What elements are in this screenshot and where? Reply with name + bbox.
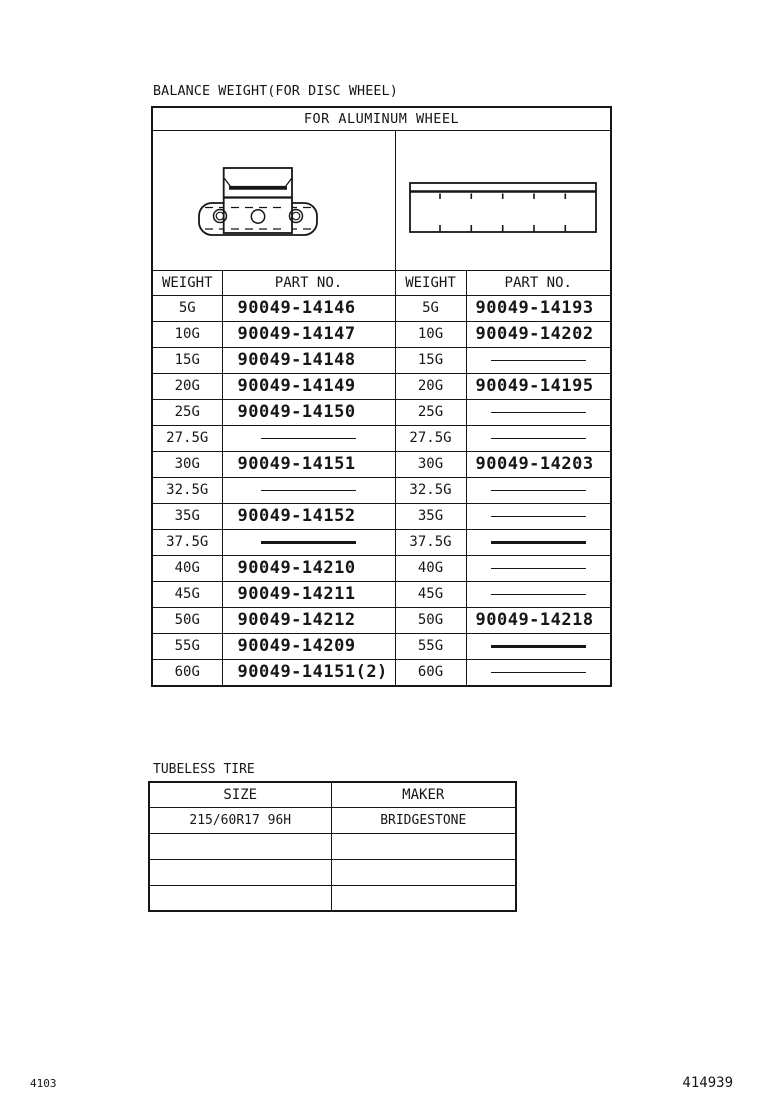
part-no-cell (466, 503, 611, 529)
weight-cell: 35G (395, 503, 466, 529)
weight-cell: 45G (152, 581, 222, 607)
no-part-dash (491, 360, 586, 361)
tire-header-row (149, 782, 516, 807)
part-no-cell (222, 555, 395, 581)
part-no: 90049-14211 (237, 583, 356, 604)
table-span-header: FOR ALUMINUM WHEEL (152, 107, 611, 130)
column-header-part-no-left: PART NO. (222, 270, 395, 295)
page-title: BALANCE WEIGHT(FOR DISC WHEEL) (153, 84, 398, 99)
balance-weight-row (152, 425, 611, 451)
weight-cell: 30G (152, 451, 222, 477)
weight-cell: 50G (395, 607, 466, 633)
part-no-cell (466, 555, 611, 581)
tire-rows (149, 807, 516, 911)
part-no-cell (222, 503, 395, 529)
balance-weight-rows (152, 295, 611, 686)
column-header-part-no-right: PART NO. (466, 270, 611, 295)
part-no-cell (466, 451, 611, 477)
weight-cell: 40G (152, 555, 222, 581)
balance-weight-row (152, 477, 611, 503)
balance-weight-row (152, 347, 611, 373)
part-no-cell (222, 451, 395, 477)
part-no: 90049-14146 (237, 297, 356, 318)
balance-weight-row (152, 659, 611, 686)
part-no: 90049-14152 (237, 505, 356, 526)
part-no-cell (466, 425, 611, 451)
no-part-dash (491, 516, 586, 517)
weight-cell: 50G (152, 607, 222, 633)
part-no-cell (222, 425, 395, 451)
part-no-cell (222, 477, 395, 503)
weight-cell: 10G (152, 321, 222, 347)
part-no-cell (466, 529, 611, 555)
part-no-cell (222, 529, 395, 555)
no-part-dash (491, 490, 586, 491)
balance-weight-row (152, 295, 611, 321)
tire-maker-cell (331, 885, 516, 911)
balance-weight-row (152, 373, 611, 399)
column-header-maker: MAKER (331, 782, 516, 807)
part-no: 90049-14202 (475, 323, 594, 344)
tire-size-cell: 215/60R17 96H (149, 807, 331, 833)
clip-weight-cell (152, 130, 395, 270)
tire-size-cell (149, 833, 331, 859)
part-no: 90049-14149 (237, 375, 356, 396)
part-no-cell (222, 321, 395, 347)
part-no-cell (466, 607, 611, 633)
part-no-cell (466, 373, 611, 399)
weight-cell: 32.5G (152, 477, 222, 503)
tire-maker-cell (331, 833, 516, 859)
part-no-cell (466, 581, 611, 607)
doc-number: 414939 (682, 1075, 733, 1091)
part-no: 90049-14209 (237, 635, 356, 656)
weight-cell: 27.5G (152, 425, 222, 451)
tubeless-tire-title: TUBELESS TIRE (153, 762, 255, 777)
weight-cell: 5G (152, 295, 222, 321)
weight-cell: 20G (152, 373, 222, 399)
balance-weight-table (151, 106, 612, 687)
balance-weight-row (152, 581, 611, 607)
part-no: 90049-14210 (237, 557, 356, 578)
part-no-cell (466, 633, 611, 659)
part-no: 90049-14203 (475, 453, 594, 474)
balance-weight-row (152, 633, 611, 659)
no-part-dash (491, 672, 586, 673)
part-no-cell (222, 659, 395, 686)
balance-weight-row (152, 503, 611, 529)
balance-weight-row (152, 607, 611, 633)
part-no: 90049-14195 (475, 375, 594, 396)
weight-cell: 60G (395, 659, 466, 686)
tire-maker-cell: BRIDGESTONE (331, 807, 516, 833)
weight-cell: 60G (152, 659, 222, 686)
table-span-header-row (152, 107, 611, 130)
weight-cell: 37.5G (395, 529, 466, 555)
part-no: 90049-14193 (475, 297, 594, 318)
part-no-cell (222, 399, 395, 425)
column-header-weight-left: WEIGHT (152, 270, 222, 295)
balance-weight-row (152, 399, 611, 425)
weight-cell: 10G (395, 321, 466, 347)
balance-weight-row (152, 529, 611, 555)
tire-row (149, 833, 516, 859)
part-no-cell (222, 347, 395, 373)
weight-cell: 27.5G (395, 425, 466, 451)
weight-cell: 55G (395, 633, 466, 659)
no-part-dash (491, 541, 586, 544)
balance-weight-row (152, 321, 611, 347)
weight-cell: 40G (395, 555, 466, 581)
weight-cell: 35G (152, 503, 222, 529)
weight-cell: 30G (395, 451, 466, 477)
balance-weight-row (152, 451, 611, 477)
part-no-cell (466, 295, 611, 321)
part-no-cell (222, 581, 395, 607)
weight-cell: 25G (152, 399, 222, 425)
part-no: 90049-14218 (475, 609, 594, 630)
weight-cell: 37.5G (152, 529, 222, 555)
part-no: 90049-14150 (237, 401, 356, 422)
part-no-cell (222, 633, 395, 659)
tire-size-cell (149, 885, 331, 911)
illustration-row (152, 130, 611, 270)
weight-cell: 20G (395, 373, 466, 399)
no-part-dash (491, 568, 586, 569)
part-no-cell (466, 321, 611, 347)
tire-row (149, 859, 516, 885)
weight-cell: 55G (152, 633, 222, 659)
part-no: 90049-14212 (237, 609, 356, 630)
part-no: 90049-14148 (237, 349, 356, 370)
tire-maker-cell (331, 859, 516, 885)
column-header-weight-right: WEIGHT (395, 270, 466, 295)
tire-row (149, 885, 516, 911)
no-part-dash (491, 438, 586, 439)
no-part-dash (491, 412, 586, 413)
part-no: 90049-14147 (237, 323, 356, 344)
part-no: 90049-14151(2) (237, 661, 388, 682)
page-number: 4103 (30, 1077, 57, 1090)
weight-cell: 45G (395, 581, 466, 607)
part-no-cell (466, 659, 611, 686)
column-header-size: SIZE (149, 782, 331, 807)
part-no-cell (466, 477, 611, 503)
no-part-dash (261, 541, 356, 544)
no-part-dash (491, 645, 586, 648)
column-header-row (152, 270, 611, 295)
adhesive-strip-balance-weight-icon (409, 182, 597, 234)
no-part-dash (491, 594, 586, 595)
part-no-cell (222, 607, 395, 633)
weight-cell: 15G (395, 347, 466, 373)
part-no-cell (466, 399, 611, 425)
part-no-cell (222, 295, 395, 321)
no-part-dash (261, 438, 356, 439)
adhesive-weight-cell (395, 130, 611, 270)
tubeless-tire-table (148, 781, 517, 912)
weight-cell: 5G (395, 295, 466, 321)
weight-cell: 15G (152, 347, 222, 373)
balance-weight-row (152, 555, 611, 581)
tire-size-cell (149, 859, 331, 885)
tire-row (149, 807, 516, 833)
part-no-cell (466, 347, 611, 373)
part-no: 90049-14151 (237, 453, 356, 474)
clip-on-balance-weight-icon (197, 165, 319, 237)
weight-cell: 25G (395, 399, 466, 425)
part-no-cell (222, 373, 395, 399)
weight-cell: 32.5G (395, 477, 466, 503)
no-part-dash (261, 490, 356, 491)
